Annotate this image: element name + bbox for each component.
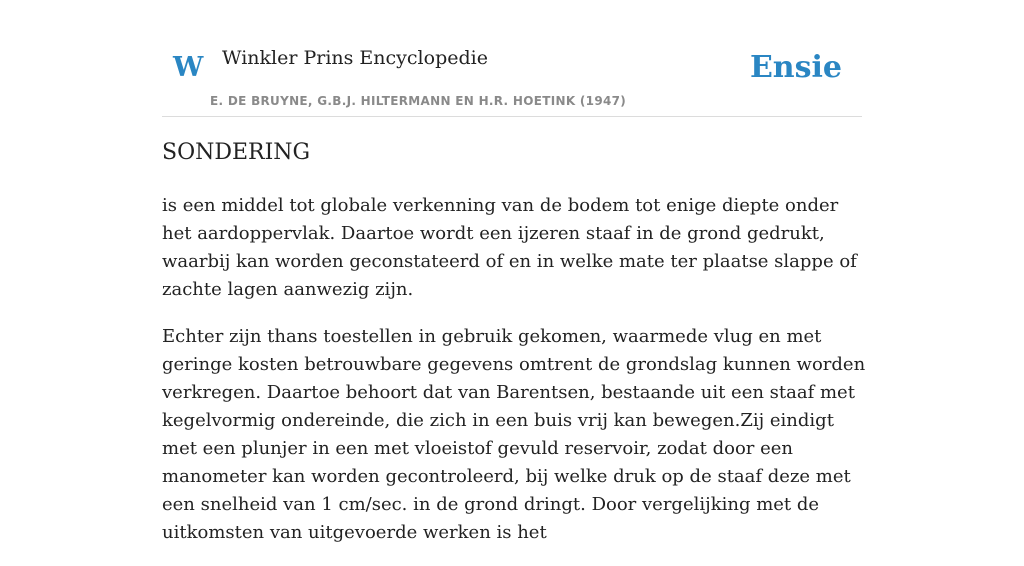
source-authors: E. DE BRUYNE, G.B.J. HILTERMANN EN H.R. HOETINK (1947) (210, 94, 627, 108)
encyclopedia-logo-icon[interactable]: W (173, 52, 204, 83)
article-paragraph: is een middel tot globale verkenning van de bodem tot enige diepte onder het aardoppervlak. Daartoe wordt een ijzeren staaf in de grond gedrukt, waarbij kan worden geconstateerd of en in welke mate ter plaatse slappe of zachte lagen aanwezig zijn. (162, 195, 857, 300)
source-title[interactable]: Winkler Prins Encyclopedie (222, 47, 488, 69)
ensie-logo-link[interactable]: Ensie (749, 50, 842, 85)
article-headword: SONDERING (162, 140, 311, 165)
header (162, 40, 862, 117)
article-body (162, 192, 867, 566)
article-paragraph: Echter zijn thans toestellen in gebruik gekomen, waarmede vlug en met geringe kosten betrouwbare gegevens omtrent de grondslag kunnen worden verkregen. Daartoe behoort dat van Barentsen, bestaande uit een staaf met kegelvormig ondereinde, die zich in een buis vrij kan bewegen.Zij eindigt met een plunjer in een met vloeistof gevuld reservoir, zodat door een manometer kan worden gecontroleerd, bij welke druk op de staaf deze met een snelheid van 1 cm/sec. in de grond dringt. Door vergelijking met de uitkomsten van uitgevoerde werken is het (162, 326, 866, 543)
